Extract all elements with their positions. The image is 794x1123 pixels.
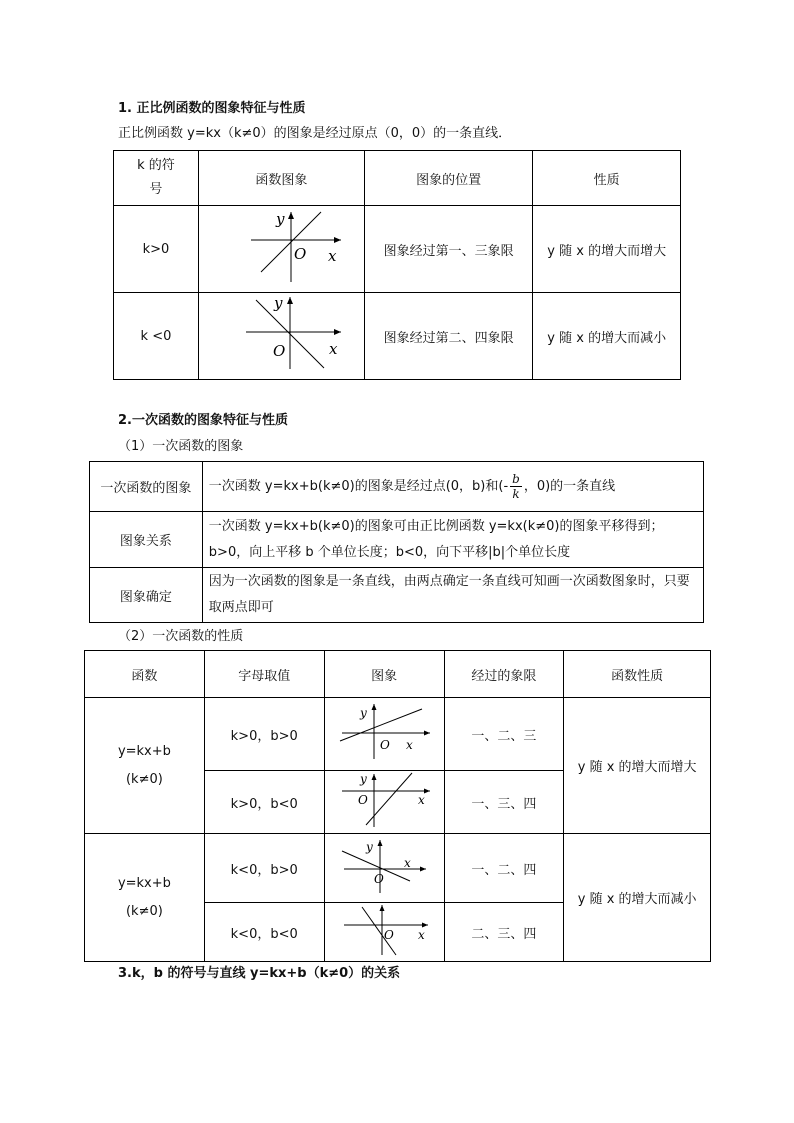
values-k-neg-b-neg: k<0，b<0 [204,903,324,962]
graph-decreasing [216,294,346,374]
section-2-sub1: （1）一次函数的图象 [118,439,244,454]
sign-negative: k <0 [114,293,199,380]
sign-positive: k>0 [114,206,199,293]
fraction-b-over-k: $\frac{b}{k}$ [512,472,520,501]
graph-k-pos-b-neg [324,771,444,834]
axis-origin-label: O [273,342,286,360]
row-text-determine: 因为一次函数的图象是一条直线，由两点确定一条直线可知画一次函数图象时，只要取两点即可 [202,568,703,623]
axis-origin-label: O [294,245,307,263]
graph-line-2-3-4 [334,903,434,957]
graph-line-1-3-4 [334,771,434,829]
property-negative: y 随 x 的增大而减小 [533,293,681,380]
axis-y-label: y [360,706,367,720]
values-k-neg-b-pos: k<0，b>0 [204,834,324,903]
linear-graph-table [89,461,704,623]
graph-negative [198,293,364,380]
linear-property-table [84,650,711,962]
header-values: 字母取值 [204,651,324,698]
axis-x-label: x [418,928,425,942]
graph-increasing [216,207,346,287]
header-graph: 函数图象 [198,151,364,206]
position-positive: 图象经过第一、三象限 [364,206,533,293]
axis-y-label: y [360,772,367,786]
section-3-heading: 3.k，b 的符号与直线 y=kx+b（k≠0）的关系 [118,966,401,981]
position-negative: 图象经过第二、四象限 [364,293,533,380]
axis-y-label: y [276,210,285,228]
property-decreasing: y 随 x 的增大而减小 [564,834,711,962]
row-label-graph: 一次函数的图象 [90,462,203,512]
graph-line-1-2-3 [334,701,434,763]
axis-origin-label: O [358,793,368,807]
axis-x-label: x [329,340,338,358]
section-2-heading: 2.一次函数的图象特征与性质 [118,413,288,428]
header-position: 图象的位置 [364,151,533,206]
header-graph: 图象 [324,651,444,698]
graph-k-pos-b-pos [324,698,444,771]
row-label-determine: 图象确定 [90,568,203,623]
function-cell-decreasing: y=kx+b (k≠0) [85,834,205,962]
axis-origin-label: O [380,738,390,752]
property-increasing: y 随 x 的增大而增大 [564,698,711,834]
values-k-pos-b-pos: k>0，b>0 [204,698,324,771]
header-property: 性质 [533,151,681,206]
quads-k-neg-b-pos: 一、二、四 [444,834,564,903]
axis-x-label: x [404,856,411,870]
header-function-property: 函数性质 [564,651,711,698]
header-function: 函数 [85,651,205,698]
graph-line-1-2-4 [334,837,434,895]
axis-y-label: y [274,294,283,312]
quads-k-pos-b-pos: 一、二、三 [444,698,564,771]
axis-y-label: y [366,840,373,854]
proportional-table [113,150,681,380]
section-2-sub2: （2）一次函数的性质 [118,629,244,644]
function-cell-increasing: y=kx+b (k≠0) [85,698,205,834]
row-text-relation: 一次函数 y=kx+b(k≠0)的图象可由正比例函数 y=kx(k≠0)的图象平移得到；b>0，向上平移 b 个单位长度；b<0，向下平移|b|个单位长度 [202,512,703,568]
axis-x-label: x [406,738,413,752]
row-text-graph: 一次函数 y=kx+b(k≠0)的图象是经过点(0，b)和(- $\frac{b}{k}$ ，0)的一条直线 [202,462,703,512]
section-1-intro: 正比例函数 y=kx（k≠0）的图象是经过原点（0，0）的一条直线． [118,126,512,141]
section-1-heading: 1. 正比例函数的图象特征与性质 [118,101,306,116]
header-quadrants: 经过的象限 [444,651,564,698]
row-label-relation: 图象关系 [90,512,203,568]
graph-positive [198,206,364,293]
axis-origin-label: O [374,872,384,886]
quads-k-neg-b-neg: 二、三、四 [444,903,564,962]
property-positive: y 随 x 的增大而增大 [533,206,681,293]
axis-x-label: x [418,793,425,807]
axis-x-label: x [328,247,337,265]
graph-k-neg-b-neg [324,903,444,962]
axis-origin-label: O [384,928,394,942]
graph-k-neg-b-pos [324,834,444,903]
quads-k-pos-b-neg: 一、三、四 [444,771,564,834]
values-k-pos-b-neg: k>0，b<0 [204,771,324,834]
header-k-sign: k 的符号 [114,151,199,206]
